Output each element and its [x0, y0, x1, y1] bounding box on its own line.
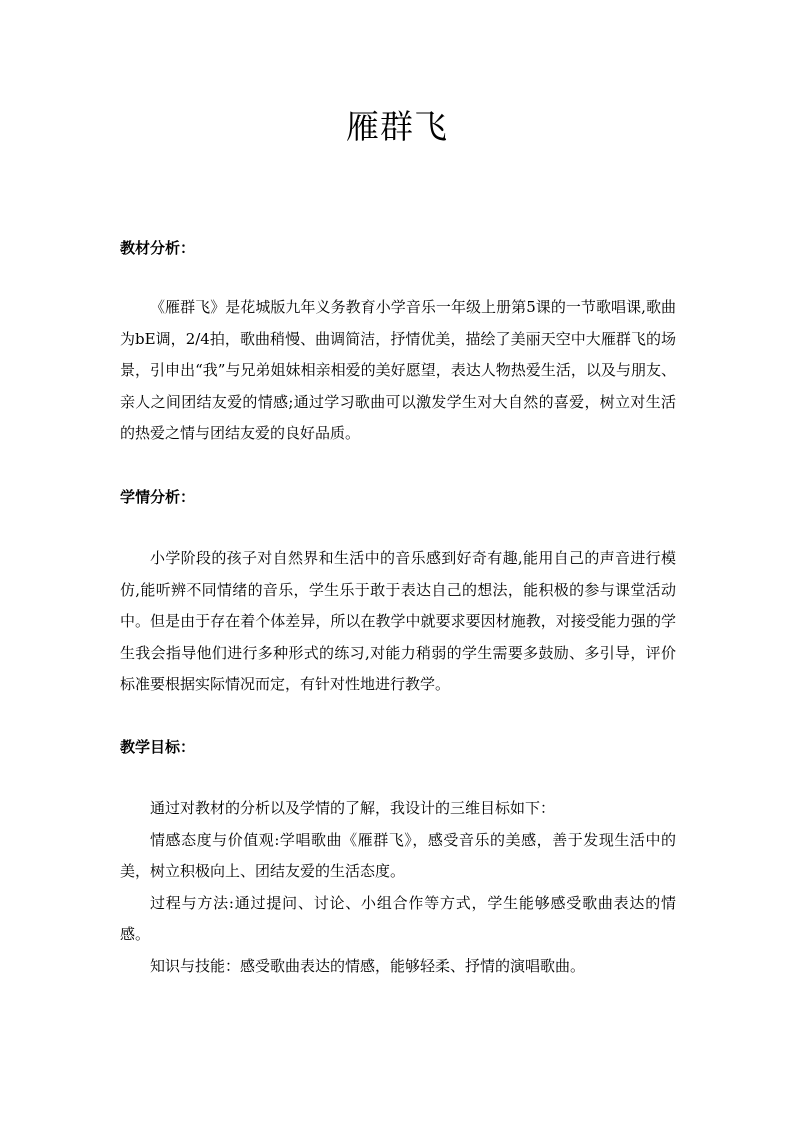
section-body-textbook-analysis	[120, 292, 676, 450]
section-heading-teaching-objectives: 教学目标：	[120, 738, 196, 756]
section-body-teaching-objectives	[120, 793, 676, 982]
paragraph: 《雁群飞》是花城版九年义务教育小学音乐一年级上册第5课的一节歌唱课,歌曲为bE调，2/4拍，歌曲稍慢、曲调简洁，抒情优美，描绘了美丽天空中大雁群飞的场景，引申出“我”与兄弟姐妹相亲相爱的美好愿望，表达人物热爱生活，以及与朋友、亲人之间团结友爱的情感;通过学习歌曲可以激发学生对大自然的喜爱，树立对生活的热爱之情与团结友爱的良好品质。	[120, 298, 676, 442]
paragraph: 小学阶段的孩子对自然界和生活中的音乐感到好奇有趣,能用自己的声音进行模仿,能听辨不同情绪的音乐，学生乐于敢于表达自己的想法，能积极的参与课堂活动中。但是由于存在着个体差异，所以在教学中就要求要因材施教，对接受能力强的学生我会指导他们进行多种形式的练习,对能力稍弱的学生需要多鼓励、多引导，评价标准要根据实际情况而定，有针对性地进行教学。	[120, 549, 676, 693]
page-title: 雁群飞	[346, 107, 448, 146]
paragraph: 情感态度与价值观:学唱歌曲《雁群飞》，感受音乐的美感，善于发现生活中的美，树立积极向上、团结友爱的生活态度。	[120, 830, 676, 880]
paragraph: 通过对教材的分析以及学情的了解，我设计的三维目标如下：	[150, 799, 556, 817]
paragraph: 过程与方法:通过提问、讨论、小组合作等方式，学生能够感受歌曲表达的情感。	[120, 893, 676, 943]
section-heading-learner-analysis: 学情分析：	[120, 488, 196, 506]
section-body-learner-analysis	[120, 543, 676, 701]
section-heading-textbook-analysis: 教材分析：	[120, 239, 196, 257]
paragraph: 知识与技能：感受歌曲表达的情感，能够轻柔、抒情的演唱歌曲。	[150, 956, 586, 975]
